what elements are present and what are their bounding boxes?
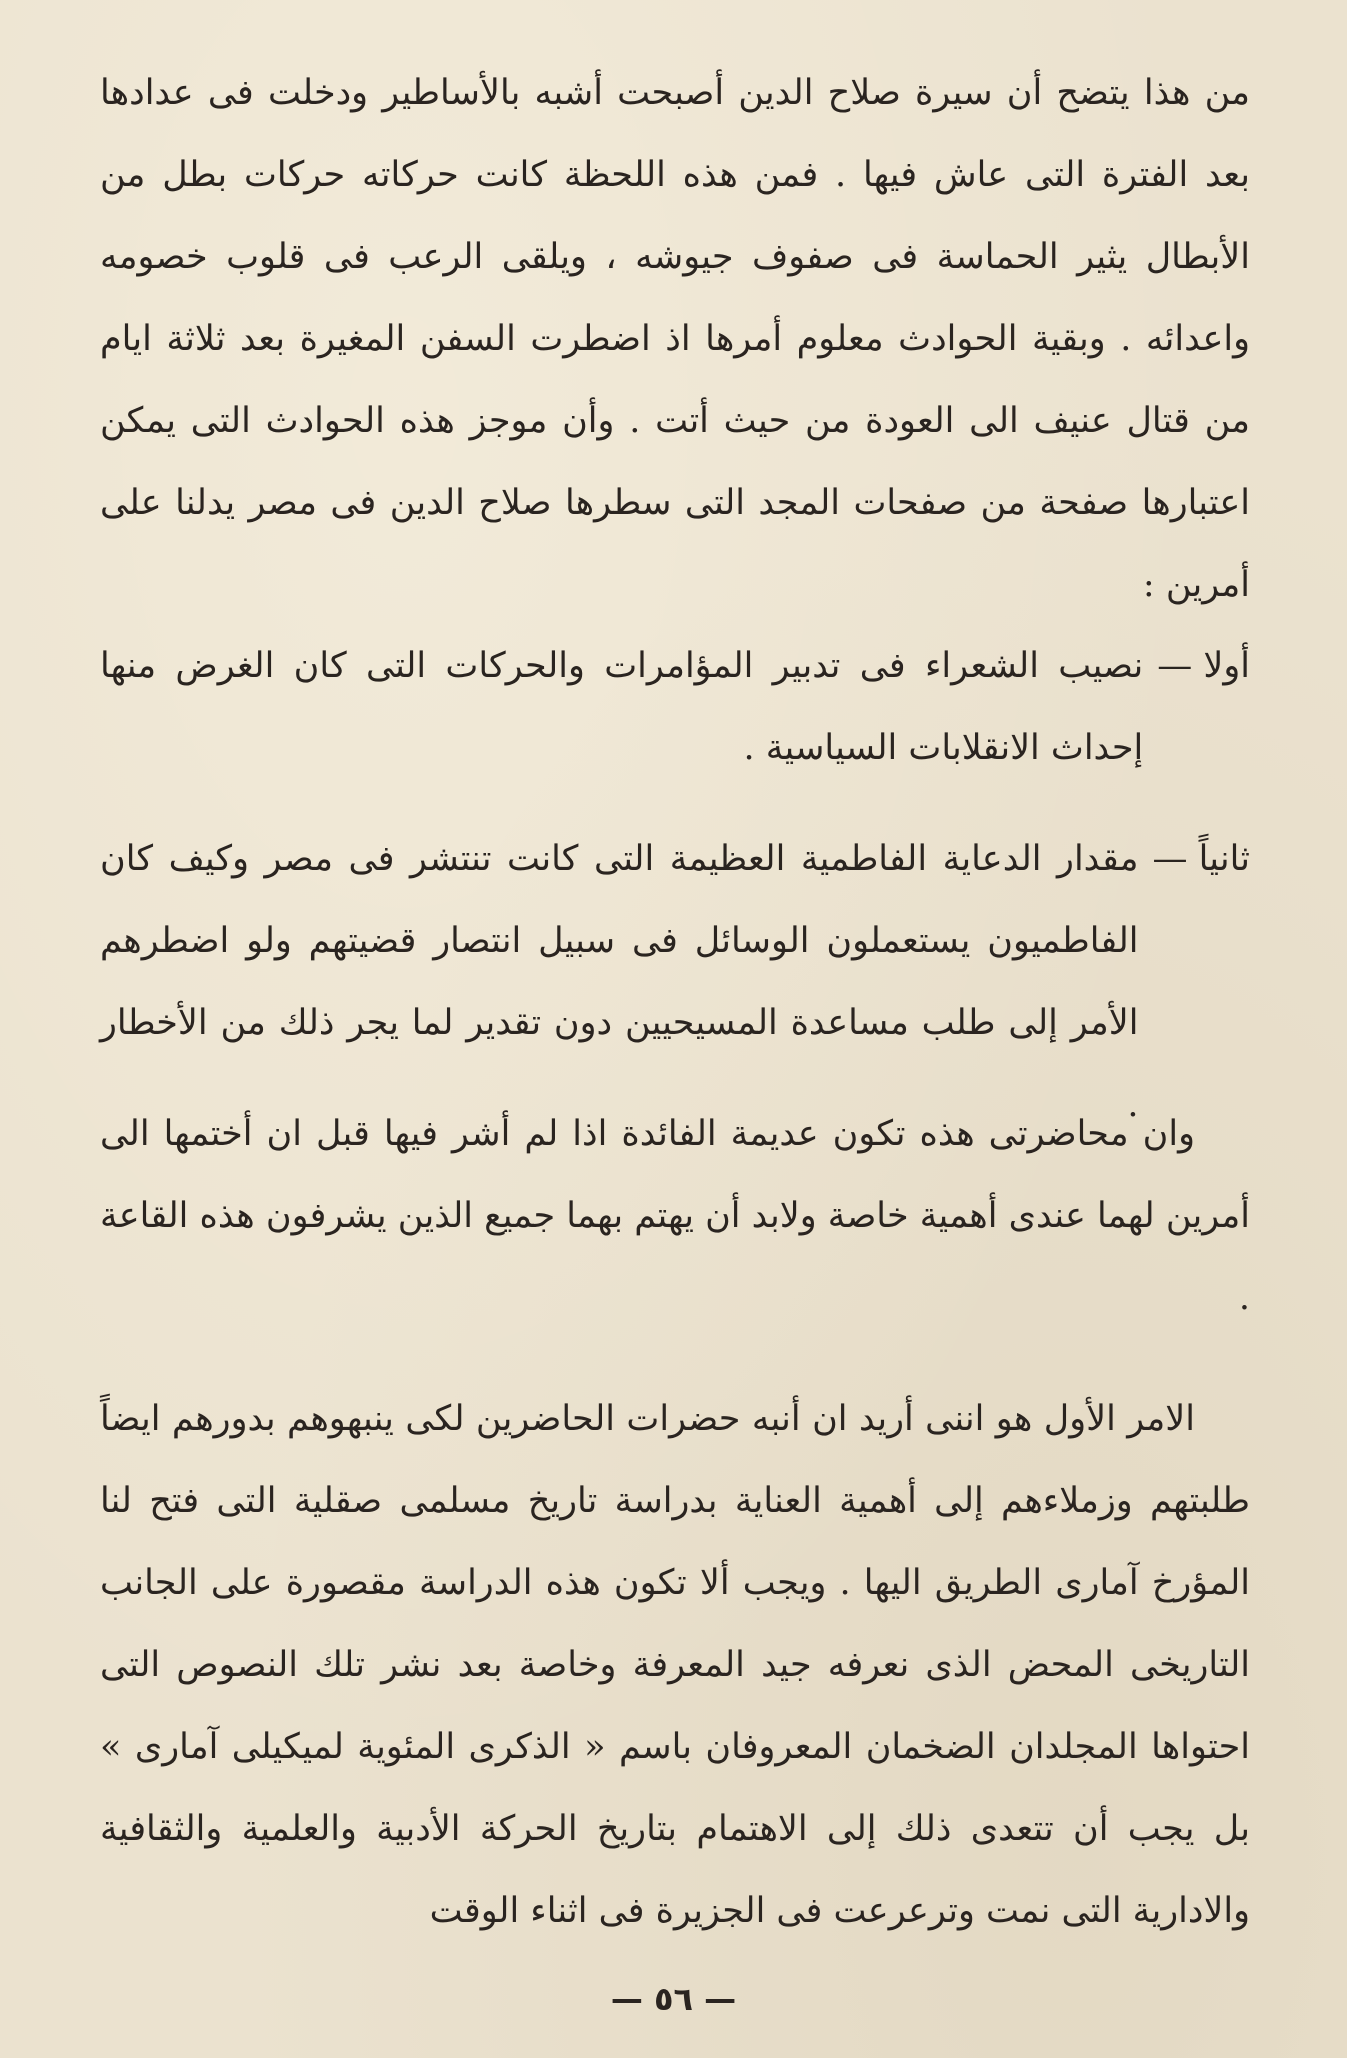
paragraph-lecture-note: وان محاضرتى هذه تكون عديمة الفائدة اذا لم أشر فيها قبل ان أختمها الى أمرين لهما عندى أهمية خاصة ولابد أن يهتم بهما جميع الذين يشرفون هذه القاعة .: [100, 1114, 1250, 1318]
paragraph-first-matter: الامر الأول هو اننى أريد ان أنبه حضرات الحاضرين لكى ينبهوهم بدورهم ايضاً طلبتهم وزملاءهم إلى أهمية العناية بدراسة تاريخ مسلمى صقلية التى فتح لنا المؤرخ آمارى الطريق اليها . ويجب ألا تكون هذه الدراسة مقصورة على الجانب التاريخى المحض الذى نعرفه جيد المعرفة وخاصة بعد نشر تلك النصوص التى احتواها المجلدان الضخمان المعروفان باسم « الذكرى المئوية لميكيلى آمارى » بل يجب أن تتعدى ذلك إلى الاهتمام بتاريخ الحركة الأدبية والعلمية والثقافية والادارية التى نمت وترعرعت فى الجزيرة فى اثناء الوقت: [100, 1399, 1250, 1931]
list-item-first: [100, 625, 1250, 789]
list-text-first: نصيب الشعراء فى تدبير المؤامرات والحركات التى كان الغرض منها إحداث الانقلابات السياسية .: [100, 646, 1144, 768]
paragraph-saladin-legend: من هذا يتضح أن سيرة صلاح الدين أصبحت أشبه بالأساطير ودخلت فى عدادها بعد الفترة التى عاش فيها . فمن هذه اللحظة كانت حركاته حركات بطل من الأبطال يثير الحماسة فى صفوف جيوشه ، ويلقى الرعب فى قلوب خصومه واعدائه . وبقية الحوادث معلوم أمرها اذ اضطرت السفن المغيرة بعد ثلاثة ايام من قتال عنيف الى العودة من حيث أتت . وأن موجز هذه الحوادث التى يمكن اعتبارها صفحة من صفحات المجد التى سطرها صلاح الدين فى مصر يدلنا على أمرين :: [100, 73, 1250, 605]
list-text-second: مقدار الدعاية الفاطمية العظيمة التى كانت تنتشر فى مصر وكيف كان الفاطميون يستعملون الوسائل فى سبيل انتصار قضيتهم ولو اضطرهم الأمر إلى طلب مساعدة المسيحيين دون تقدير لما يجر ذلك من الأخطار .: [100, 839, 1139, 1125]
page-number: — ٥٦ —: [610, 1980, 737, 2018]
list-label-first: أولا —: [1157, 646, 1250, 686]
list-label-second: ثانياً —: [1152, 839, 1250, 879]
